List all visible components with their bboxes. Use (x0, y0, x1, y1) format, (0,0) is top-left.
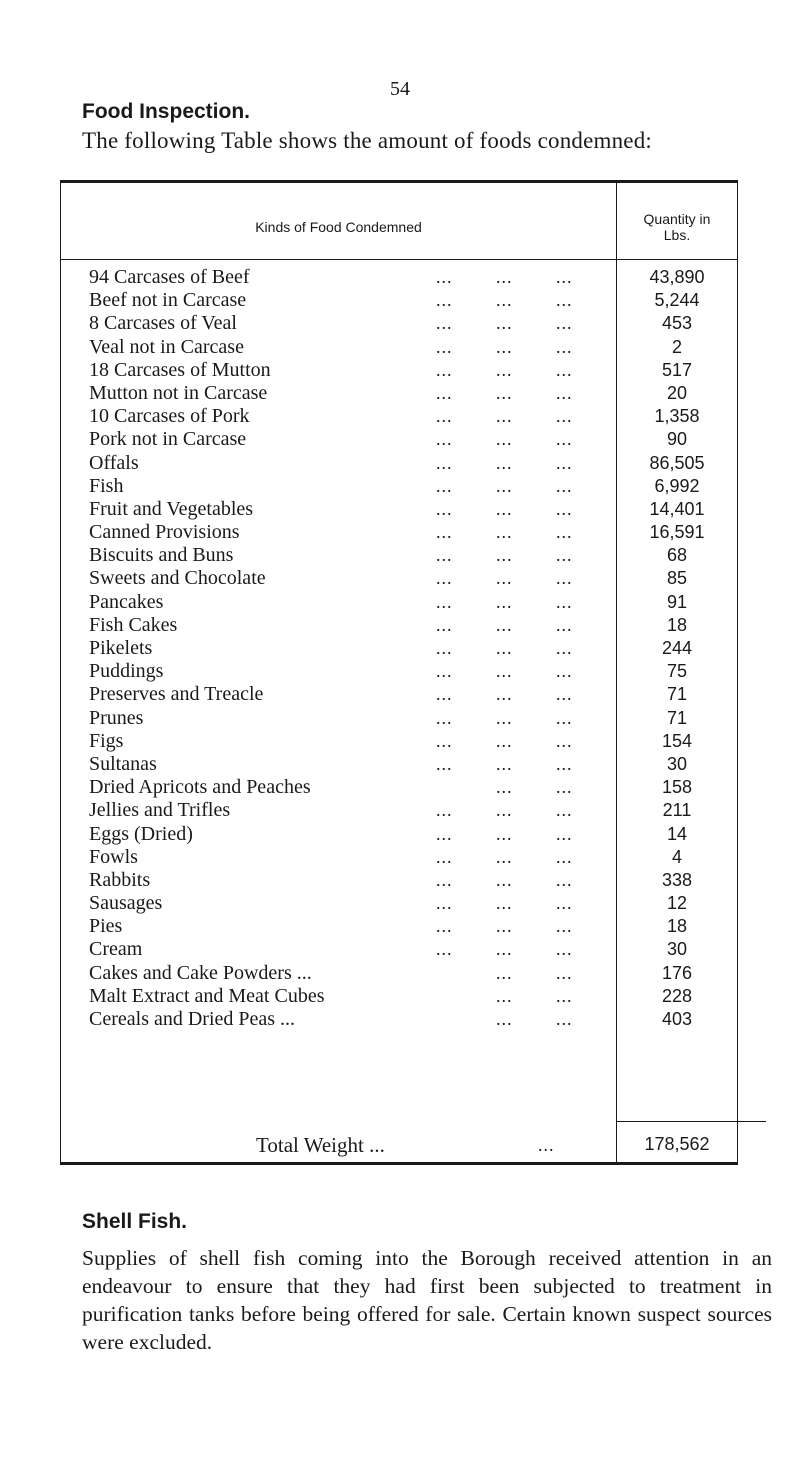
food-kind: Eggs (Dried) (89, 822, 193, 845)
leader-dots: ... (436, 290, 453, 311)
leader-dots: ... (556, 313, 573, 334)
page-number: 54 (390, 78, 410, 100)
quantity-lbs: 5,244 (654, 290, 700, 311)
quantity-lbs: 75 (666, 661, 688, 682)
quantity-lbs: 85 (666, 568, 688, 589)
food-kind: Fish Cakes (89, 613, 178, 636)
leader-dots: ... (556, 429, 573, 450)
food-kind: Rabbits (89, 868, 151, 891)
food-kind: Fowls (89, 845, 138, 868)
food-kind: Biscuits and Buns (89, 544, 234, 567)
leader-dots: ... (436, 406, 453, 427)
shell-fish-paragraph: Supplies of shell fish coming into the Borough received attention in an endeavour to ensure that they had first been subjected to treatment in purification tanks before being offered for sale. Certain known suspect sources were excluded. (82, 1246, 772, 1354)
leader-dots: ... (556, 962, 573, 983)
leader-dots: ... (556, 800, 573, 821)
condemned-foods-table (60, 180, 738, 1165)
table-row (61, 498, 739, 521)
quantity-lbs: 86,505 (649, 452, 705, 473)
food-kind: 10 Carcases of Pork (89, 405, 250, 428)
leader-dots: ... (496, 313, 513, 334)
food-kind: Cereals and Dried Peas ... (89, 1008, 296, 1030)
leader-dots: ... (556, 568, 573, 589)
leader-dots: ... (556, 916, 573, 937)
leader-dots: ... (556, 498, 573, 519)
leader-dots: ... (496, 893, 513, 914)
leader-dots: ... (496, 1009, 513, 1029)
quantity-lbs: 403 (661, 1009, 693, 1029)
leader-dots: ... (436, 568, 453, 589)
leader-dots: ... (556, 893, 573, 914)
food-kind: Sultanas (89, 752, 157, 775)
header-rule (61, 259, 737, 260)
leader-dots: ... (556, 985, 573, 1006)
leader-dots: ... (556, 267, 573, 287)
table-row (61, 683, 739, 706)
leader-dots: ... (556, 777, 573, 798)
leader-dots: ... (436, 359, 453, 380)
quantity-lbs: 20 (666, 382, 688, 403)
header-kind-of-food: Kinds of Food Condemned (255, 219, 422, 235)
quantity-lbs: 90 (666, 429, 688, 450)
quantity-lbs: 71 (666, 684, 688, 705)
food-kind: Figs (89, 729, 124, 752)
food-kind: 8 Carcases of Veal (89, 312, 237, 335)
leader-dots: ... (496, 939, 513, 960)
leader-dots: ... (556, 753, 573, 774)
leader-dots: ... (496, 498, 513, 519)
table-row (61, 637, 739, 660)
leader-dots: ... (436, 313, 453, 334)
table-row (61, 730, 739, 753)
leader-dots: ... (496, 545, 513, 566)
leader-dots: ... (556, 1009, 573, 1029)
leader-dots: ... (496, 336, 513, 357)
food-kind: Pancakes (89, 590, 164, 613)
leader-dots: ... (556, 707, 573, 728)
quantity-lbs: 91 (666, 591, 688, 612)
leader-dots: ... (436, 893, 453, 914)
table-row (61, 312, 739, 335)
food-kind: Preserves and Treacle (89, 683, 264, 706)
leader-dots: ... (496, 522, 513, 543)
quantity-lbs: 30 (666, 753, 688, 774)
table-row (61, 382, 739, 405)
leader-dots: ... (496, 800, 513, 821)
header-quantity-line2: Lbs. (663, 227, 691, 243)
leader-dots: ... (496, 359, 513, 380)
table-row (61, 776, 739, 799)
food-kind: Canned Provisions (89, 521, 240, 544)
leader-dots: ... (556, 382, 573, 403)
leader-dots: ... (436, 869, 453, 890)
leader-dots: ... (436, 638, 453, 658)
food-kind: Beef not in Carcase (89, 289, 247, 312)
quantity-lbs: 43,890 (649, 267, 705, 287)
quantity-lbs: 14 (666, 823, 688, 844)
food-kind: Pikelets (89, 637, 153, 659)
leader-dots: ... (436, 661, 453, 682)
food-kind: Dried Apricots and Peaches (89, 776, 311, 799)
leader-dots: ... (436, 498, 453, 519)
quantity-lbs: 158 (661, 777, 693, 798)
quantity-lbs: 12 (666, 893, 688, 914)
quantity-lbs: 14,401 (649, 498, 705, 519)
leader-dots: ... (496, 382, 513, 403)
leader-dots: ... (496, 267, 513, 287)
quantity-lbs: 453 (661, 313, 693, 334)
leader-dots: ... (556, 730, 573, 751)
leader-dots: ... (436, 753, 453, 774)
leader-dots: ... (496, 753, 513, 774)
quantity-lbs: 176 (661, 962, 693, 983)
food-kind: Pork not in Carcase (89, 428, 247, 451)
leader-dots: ... (436, 800, 453, 821)
leader-dots: ... (436, 522, 453, 543)
quantity-lbs: 4 (671, 846, 682, 867)
leader-dots: ... (556, 823, 573, 844)
header-quantity (616, 211, 738, 243)
leader-dots: ... (496, 823, 513, 844)
leader-dots: ... (556, 661, 573, 682)
table-row (61, 336, 739, 359)
table-row (61, 405, 739, 428)
shell-fish-heading: Shell Fish. (82, 1210, 188, 1233)
quantity-lbs: 228 (661, 985, 693, 1006)
food-kind: Fish (89, 474, 124, 497)
food-kind: Cream (89, 938, 143, 961)
leader-dots: ... (436, 591, 453, 612)
leader-dots: ... (496, 452, 513, 473)
quantity-lbs: 18 (666, 614, 688, 635)
leader-dots: ... (436, 916, 453, 937)
total-quantity: 178,562 (644, 1134, 710, 1154)
food-kind: Puddings (89, 660, 164, 683)
table-row (61, 1008, 739, 1031)
quantity-lbs: 1,358 (654, 406, 700, 427)
leader-dots: ... (496, 661, 513, 682)
quantity-lbs: 18 (666, 916, 688, 937)
leader-dots: ... (496, 707, 513, 728)
leader-dots: ... (496, 962, 513, 983)
table-row (61, 475, 739, 498)
leader-dots: ... (496, 846, 513, 867)
table-row (61, 567, 739, 590)
food-kind: Offals (89, 451, 139, 474)
table-row (61, 823, 739, 846)
food-inspection-intro: The following Table shows the amount of foods condemned: (82, 128, 653, 153)
table-row (61, 452, 739, 475)
leader-dots: ... (556, 869, 573, 890)
quantity-lbs: 6,992 (654, 475, 700, 496)
food-kind: Sweets and Chocolate (89, 567, 266, 590)
quantity-lbs: 16,591 (649, 522, 705, 543)
table-body (61, 266, 739, 1031)
leader-dots: ... (496, 475, 513, 496)
leader-dots: ... (496, 568, 513, 589)
food-kind: 18 Carcases of Mutton (89, 358, 271, 381)
food-kind: Prunes (89, 706, 144, 729)
total-leader-dots: ... (538, 1135, 555, 1155)
food-kind: Fruit and Vegetables (89, 497, 254, 520)
table-row (61, 660, 739, 683)
leader-dots: ... (556, 452, 573, 473)
leader-dots: ... (436, 730, 453, 751)
leader-dots: ... (556, 545, 573, 566)
table-row (61, 799, 739, 822)
leader-dots: ... (436, 475, 453, 496)
quantity-lbs: 68 (666, 545, 688, 566)
quantity-lbs: 2 (671, 336, 682, 357)
leader-dots: ... (496, 730, 513, 751)
leader-dots: ... (556, 522, 573, 543)
leader-dots: ... (496, 684, 513, 705)
leader-dots: ... (556, 406, 573, 427)
header-quantity-line1: Quantity in (643, 211, 711, 227)
leader-dots: ... (436, 846, 453, 867)
quantity-lbs: 211 (662, 800, 692, 821)
food-kind: Sausages (89, 892, 163, 915)
leader-dots: ... (496, 614, 513, 635)
table-row (61, 266, 739, 289)
table-row (61, 938, 739, 961)
leader-dots: ... (496, 638, 513, 658)
table-row (61, 962, 739, 985)
table-row (61, 753, 739, 776)
food-kind: Malt Extract and Meat Cubes (89, 984, 325, 1007)
leader-dots: ... (436, 382, 453, 403)
leader-dots: ... (496, 406, 513, 427)
quantity-lbs: 71 (666, 707, 688, 728)
total-label: Total Weight ... (256, 1133, 385, 1157)
leader-dots: ... (436, 429, 453, 450)
leader-dots: ... (496, 916, 513, 937)
quantity-lbs: 338 (661, 869, 693, 890)
table-row (61, 915, 739, 938)
table-row (61, 428, 739, 451)
food-kind: 94 Carcases of Beef (89, 266, 250, 288)
leader-dots: ... (436, 823, 453, 844)
leader-dots: ... (436, 267, 453, 287)
leader-dots: ... (436, 614, 453, 635)
table-row (61, 869, 739, 892)
quantity-lbs: 517 (661, 359, 693, 380)
table-row (61, 614, 739, 637)
leader-dots: ... (496, 591, 513, 612)
leader-dots: ... (496, 777, 513, 798)
food-inspection-heading: Food Inspection. (82, 100, 250, 123)
table-row (61, 707, 739, 730)
leader-dots: ... (436, 545, 453, 566)
leader-dots: ... (556, 846, 573, 867)
food-kind: Jellies and Trifles (89, 799, 231, 822)
leader-dots: ... (556, 359, 573, 380)
leader-dots: ... (556, 614, 573, 635)
table-row (61, 289, 739, 312)
leader-dots: ... (496, 290, 513, 311)
total-rule (616, 1121, 766, 1122)
leader-dots: ... (436, 336, 453, 357)
table-row (61, 544, 739, 567)
leader-dots: ... (436, 707, 453, 728)
leader-dots: ... (436, 939, 453, 960)
leader-dots: ... (556, 684, 573, 705)
leader-dots: ... (556, 336, 573, 357)
leader-dots: ... (436, 452, 453, 473)
leader-dots: ... (556, 939, 573, 960)
leader-dots: ... (556, 591, 573, 612)
table-row (61, 359, 739, 382)
leader-dots: ... (556, 290, 573, 311)
leader-dots: ... (556, 638, 573, 658)
quantity-lbs: 154 (661, 730, 693, 751)
table-row (61, 846, 739, 869)
table-row (61, 591, 739, 614)
food-kind: Veal not in Carcase (89, 335, 244, 358)
leader-dots: ... (556, 475, 573, 496)
table-row (61, 892, 739, 915)
food-kind: Mutton not in Carcase (89, 381, 268, 404)
leader-dots: ... (496, 869, 513, 890)
leader-dots: ... (496, 429, 513, 450)
leader-dots: ... (436, 684, 453, 705)
quantity-lbs: 244 (661, 638, 693, 658)
table-row (61, 985, 739, 1008)
leader-dots: ... (496, 985, 513, 1006)
food-kind: Pies (89, 915, 123, 938)
food-kind: Cakes and Cake Powders ... (89, 961, 312, 984)
table-row (61, 521, 739, 544)
quantity-lbs: 30 (666, 939, 688, 960)
